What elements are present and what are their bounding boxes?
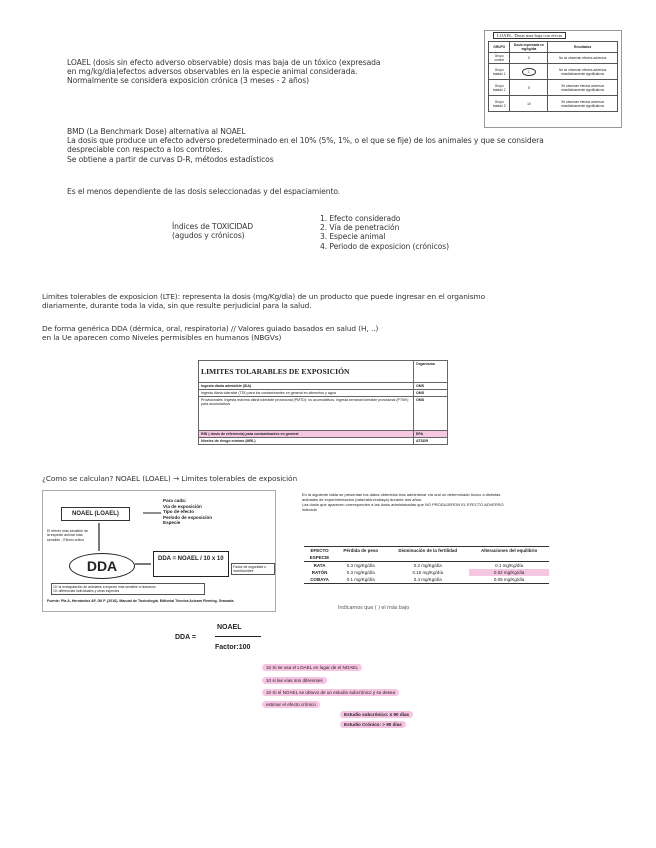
loael-cell: 0 — [510, 53, 548, 64]
loael-cell: Se observan efectos adversos estadisticamente significativos — [548, 80, 618, 96]
formula-den: Factor:100 — [215, 644, 251, 651]
loael-cell: Grupo tratado 3 — [489, 96, 510, 112]
dda-note: De forma genérica DDA (dérmica, oral, respiratoria) // Valores guiado basados en salud (H, ..) en la Ue aparecen como Niveles permisibles en humanos (NBGVs) — [42, 324, 379, 343]
effect-cell: 0.1 mg/Kg/día — [335, 576, 386, 584]
loael-header: Dosis expresada en mg/kg/dia — [510, 42, 548, 53]
limits-row-org: ATSDR — [414, 438, 448, 445]
pill-vias: 10 si las vías son diferentes — [262, 677, 327, 684]
formula-line — [215, 636, 261, 637]
formula-lhs: DDA = — [175, 634, 196, 641]
effect-species: COBAYA — [304, 576, 335, 584]
limits-title: LIMITES TOLARABLES DE EXPOSICIÓN — [199, 361, 414, 383]
pill-cronico: estimar el efecto crónico — [262, 701, 320, 708]
effect-cell: 0.05 mg/Kg/día — [469, 576, 549, 584]
limits-table-figure — [198, 360, 448, 464]
limits-org-header: Organismo — [414, 361, 448, 383]
dda-ellipse: DDA — [69, 553, 135, 579]
especie-label: ESPECIE — [304, 554, 335, 562]
limits-row-text: Provisionales: Ingesta máxima diaria tolerable provisional (PMTD): no acumulativos. Ingesta semanal tolerable provisional (PTWI): para acumulativos — [199, 397, 414, 431]
limits-row-text: Niveles de riesgo mínimo (MRL) — [199, 438, 414, 445]
diagram-arrows — [43, 491, 275, 611]
loael-cell: 5 — [510, 80, 548, 96]
loael-note: LOAEL (dosis sin efecto adverso observable) dosis mas baja de un tóxico (expresada en mg/kg/dia)efectos adversos observables en la especie animal considerada. Normalmente se considera exposicion crónica (3 meses - 2 años) — [67, 58, 381, 86]
limits-row-org: EPA — [414, 431, 448, 438]
effect-cell: 0.1 mg/Kg/día — [495, 563, 524, 568]
loael-header: GRUPO — [489, 42, 510, 53]
effect-handnote: Indicamos que ( ) el más bajo — [338, 605, 410, 611]
loael-table — [488, 41, 618, 112]
bmd-note: BMD (La Benchmark Dose) alternativa al NOAEL La dosis que produce un efecto adverso predeterminado en el 10% (5%, 1%, o el que se fije) de los animales y que se considera despreciable con respecto a los controles. Se obtiene a partir de curvas D-R, métodos estadísticos — [67, 127, 544, 164]
limits-row-text: RfD ( dosis de referencia) para contaminantes en general — [199, 431, 414, 438]
limits-table — [198, 360, 448, 445]
effect-header: Pérdida de peso — [335, 547, 386, 555]
formula-num: NOAEL — [217, 624, 242, 631]
effect-cell: 0.4 mg/Kg/día — [386, 576, 469, 584]
dda-diagram — [42, 490, 276, 612]
loael-cell: Grupo control — [489, 53, 510, 64]
limits-row-org: OMS — [414, 390, 448, 397]
diagram-source: Fuente: Pla A, Hernández AF, Gil F. (2016). Manual de Toxicología. Editorial Técnica Avicam Fleming. Granada. — [47, 599, 235, 603]
loael-cell: No se observan efectos adversos — [548, 53, 618, 64]
effect-species: RATÓN — [311, 570, 328, 575]
loael-cell: No se observan efectos adversos estadisticamente significativos — [548, 64, 618, 80]
bottom-note: 10: la extrapolación de animales a especie más sensible a humanos 10: diferencias individuales y otras especies — [51, 583, 205, 595]
loael-table-title: LOAEL. Dosis mas baja con efecto — [493, 32, 566, 39]
effect-header: Alteraciones del equilibrio — [469, 547, 549, 555]
effect-intro: En la siguiente tabla se presentan los datos obtenidos tras administrar vía oral un determinado tóxico a distintas animales de experimentación (rata/ratón/cobaya) durante dos años. Las dosis que aparecen corresponden a las dosis administradas que NO PRODUJERON EL EFECTO ADVERSO indicado — [302, 492, 504, 512]
diagram-list: Para cada: Vía de exposición Tipo de efecto Período de exposición Especie — [163, 498, 213, 526]
loael-cell: Grupo tratado 1 — [489, 64, 510, 80]
effect-cell: 0.3 mg/Kg/día — [346, 563, 375, 568]
loael-cell: 10 — [510, 96, 548, 112]
effect-cell: 0.15 mg/Kg/día — [412, 570, 444, 575]
loael-cell: Grupo tratado 2 — [489, 80, 510, 96]
pill-estudio-cron: Estudio Crónico: > 90 días — [340, 721, 406, 728]
dependent-note: Es el menos dependiente de las dosis seleccionadas y del espaciamiento. — [67, 187, 341, 196]
loael-table-figure — [484, 30, 622, 128]
pill-estudio-sub: Estudio subcrónico: ≤ 90 días — [340, 711, 413, 718]
limits-row-org: OMS — [414, 397, 448, 431]
factor-note: Factor de seguridad o incertidumbre — [231, 563, 275, 575]
lte-note: Limites tolerables de exposicion (LTE): representa la dosis (mg/Kg/dia) de un producto que puede ingresar en el organismo diariamente, durante toda la vida, sin que resulte perjudicial para la salud. — [42, 292, 486, 311]
effect-cell-highlight: 0.02 mg/Kg/día — [469, 569, 549, 576]
pill-loael: 10 Si se usa el LOAEL en lugar de el NOAEL — [262, 664, 362, 671]
loael-cell-circled: 1 — [510, 64, 548, 80]
limits-row-text: Ingesta diaria tolerable (TDI) para los contaminantes en general en alimentos y agua — [199, 390, 414, 397]
effect-table — [304, 546, 549, 584]
loael-cell: Se observan efectos adversos estadisticamente significativos — [548, 96, 618, 112]
effect-species: RATA — [313, 563, 326, 568]
limits-row-text: Ingesta diaria admisible (IDA) — [199, 383, 414, 390]
effect-header: Disminución de la fertilidad — [386, 547, 469, 555]
noael-box: NOAEL (LOAEL) — [61, 507, 130, 521]
formula-box: DDA = NOAEL / 10 x 10 — [153, 551, 229, 577]
limits-row-org: OMS — [414, 383, 448, 390]
effect-cell: 0.3 mg/Kg/día — [346, 570, 375, 575]
effect-header: EFECTO — [304, 547, 335, 555]
question-note: ¿Como se calculan? NOAEL (LOAEL) → Limites tolerables de exposición — [42, 474, 298, 483]
indices-label: Índices de TOXICIDAD (agudos y crónicos) — [172, 222, 253, 241]
side-note: El efecto más sensible de la especie animal más sensible - Efecto crítico — [47, 529, 88, 542]
loael-header: Resultados — [548, 42, 618, 53]
effect-cell: 0.2 mg/Kg/día — [413, 563, 442, 568]
indices-list: 1. Efecto considerado 2. Vía de penetración 3. Especie animal 4. Periodo de exposicion (crónicos) — [320, 214, 449, 251]
pill-subcronico: 10 Si el NOAEL se obtuvo de un estudio subcrónico y se desea — [262, 689, 399, 696]
